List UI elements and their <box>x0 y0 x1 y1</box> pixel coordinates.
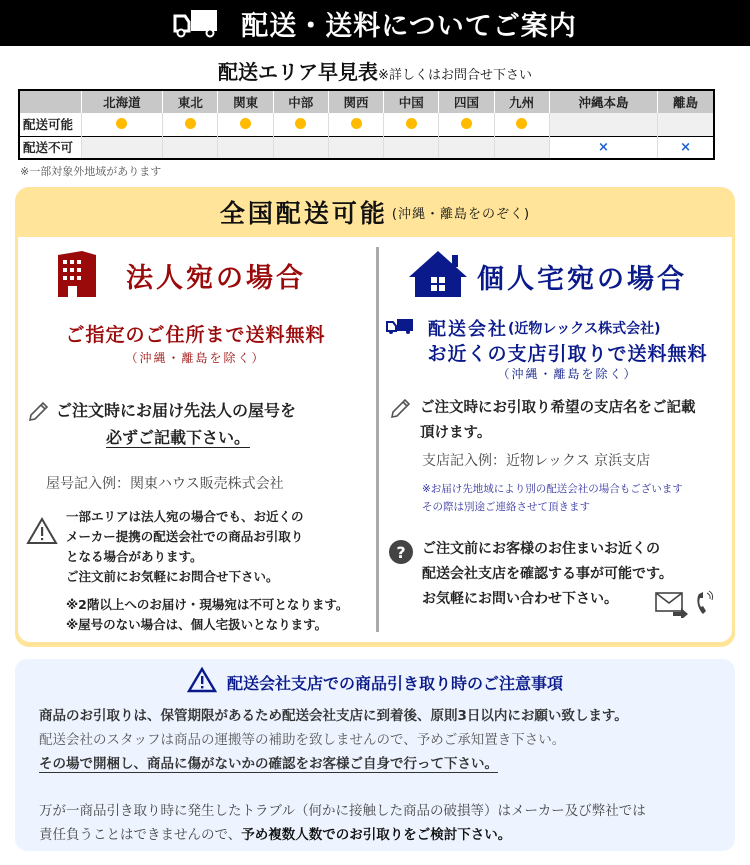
table-cell <box>549 136 657 159</box>
personal-small-note: ※お届け先地域により別の配送会社の場合もございます <box>422 483 683 495</box>
area-title-text: 配送エリア早見表 <box>218 60 379 84</box>
personal-example: 支店記入例：近物レックス 京浜支店 <box>422 453 651 469</box>
header-cell: 九州 <box>494 90 549 113</box>
table-cell <box>549 113 657 136</box>
phone-icon <box>694 590 716 622</box>
page-title: 配送・送料についてご案内 <box>241 10 577 42</box>
available-dot-icon <box>185 118 196 129</box>
personal-instruction-line2: 頂けます。 <box>420 425 492 441</box>
table-cell <box>384 113 439 136</box>
pencil-icon <box>388 397 412 425</box>
personal-question-line: 配送会社支店を確認する事が可能です。 <box>422 566 673 582</box>
house-icon <box>407 249 469 303</box>
personal-heading <box>407 249 687 303</box>
corporate-warning <box>26 507 348 635</box>
nationwide-delivery-box <box>15 187 735 647</box>
personal-instruction-line1: ご注文時にお引取り希望の支店名をご記載 <box>420 400 696 416</box>
table-cell <box>658 136 714 159</box>
building-icon <box>56 249 98 301</box>
corporate-free-shipping: ご指定のご住所まで送料無料 <box>65 324 326 346</box>
unavailable-x-icon: × <box>680 140 691 156</box>
carrier-name: (近物レックス株式会社) <box>508 321 661 337</box>
row-label: 配送不可 <box>19 136 81 159</box>
header-cell: 四国 <box>439 90 494 113</box>
table-cell <box>81 113 163 136</box>
header-cell: 関西 <box>328 90 383 113</box>
notice-line-5-bold: 予め複数人数でのお引取りをご検討下さい。 <box>241 827 512 843</box>
corporate-note: ※屋号のない場合は、個人宅扱いとなります。 <box>66 617 328 632</box>
header-cell: 沖縄本島 <box>549 90 657 113</box>
corporate-heading <box>56 249 306 301</box>
table-cell <box>384 136 439 159</box>
nationwide-title-text: 全国配送可能 <box>219 199 388 228</box>
table-cell <box>163 136 218 159</box>
personal-carrier <box>386 315 661 341</box>
area-table-title <box>0 56 750 85</box>
table-cell <box>494 136 549 159</box>
table-cell <box>658 113 714 136</box>
nationwide-title-note: (沖縄・離島をのぞく) <box>391 206 531 222</box>
available-dot-icon <box>516 118 527 129</box>
available-dot-icon <box>116 118 127 129</box>
table-cell <box>328 136 383 159</box>
personal-inquiry <box>388 537 673 612</box>
corporate-exclusion-note: （沖縄・離島を除く） <box>125 351 266 365</box>
row-label: 配送可能 <box>19 113 81 136</box>
table-cell <box>218 113 273 136</box>
corporate-warning-line: 一部エリアは法人宛の場合でも、お近くの <box>66 509 304 524</box>
mail-icon <box>655 592 689 622</box>
personal-instruction <box>388 395 696 445</box>
corporate-warning-line: となる場合があります。 <box>66 549 203 564</box>
small-truck-icon <box>386 318 414 339</box>
header-cell: 中国 <box>384 90 439 113</box>
area-title-note: ※詳しくはお問合せ下さい <box>378 68 532 83</box>
header-cell: 関東 <box>218 90 273 113</box>
notice-line-5-plain: 責任負うことはできませんので、 <box>39 827 242 843</box>
personal-question-line: ご注文前にお客様のお住まいお近くの <box>422 541 660 557</box>
header-cell: 北海道 <box>81 90 163 113</box>
available-dot-icon <box>240 118 251 129</box>
table-cell <box>328 113 383 136</box>
personal-section <box>380 237 735 642</box>
corporate-warning-line: メーカー提携の配送会社での商品お引取り <box>66 529 304 544</box>
available-dot-icon <box>406 118 417 129</box>
corporate-section <box>18 237 373 642</box>
table-cell <box>273 136 328 159</box>
personal-free-shipping: お近くの支店引取りで送料無料 <box>427 343 708 365</box>
pencil-icon <box>26 400 50 428</box>
corporate-instruction-line2: 必ずご記載下さい。 <box>106 428 251 447</box>
warning-icon <box>187 667 217 697</box>
notice-line-4: 万が一商品引き取り時に発生したトラブル（何かに接触した商品の破損等）はメーカー及び弊社では <box>39 803 646 819</box>
question-icon <box>388 539 414 569</box>
personal-small-notes <box>422 480 683 516</box>
warning-icon <box>26 517 58 549</box>
nationwide-inner-panel <box>18 237 732 642</box>
corporate-instruction-line1: ご注文時にお届け先法人の屋号を <box>56 401 297 420</box>
truck-icon <box>173 8 219 38</box>
table-cell <box>81 136 163 159</box>
notice-line-2: 配送会社のスタッフは商品の運搬等の補助を致しませんので、予めご承知置き下さい。 <box>39 732 566 748</box>
header-cell: 東北 <box>163 90 218 113</box>
area-note: ※一部対象外地域があります <box>20 165 162 178</box>
available-dot-icon <box>461 118 472 129</box>
personal-small-note: その際は別途ご連絡させて頂きます <box>422 501 590 513</box>
table-row <box>19 136 714 159</box>
header-cell: 離島 <box>658 90 714 113</box>
notice-line-5 <box>39 823 511 843</box>
table-cell <box>494 113 549 136</box>
available-dot-icon <box>351 118 362 129</box>
table-cell <box>273 113 328 136</box>
header-cell: 中部 <box>273 90 328 113</box>
table-cell <box>439 113 494 136</box>
header-cell <box>19 90 81 113</box>
delivery-area-table <box>18 89 715 160</box>
table-cell <box>218 136 273 159</box>
corporate-warning-line: ご注文前にお気軽にお問合せ下さい。 <box>66 569 279 584</box>
page-header <box>0 0 750 46</box>
personal-exclusion-note: （沖縄・離島を除く） <box>497 367 638 381</box>
table-row <box>19 113 714 136</box>
svg-text:?: ? <box>396 543 406 562</box>
notice-line-3: その場で開梱し、商品に傷がないかの確認をお客様ご自身で行って下さい。 <box>39 756 498 772</box>
notice-line-1: 商品のお引取りは、保管期限があるため配送会社支店に到着後、原則3日以内にお願い致します。 <box>39 708 628 724</box>
table-cell <box>439 136 494 159</box>
corporate-example: 屋号記入例：関東ハウス販売株式会社 <box>46 476 284 492</box>
personal-heading-text: 個人宅宛の場合 <box>477 263 687 295</box>
corporate-heading-text: 法人宛の場合 <box>126 262 306 294</box>
corporate-note: ※2階以上へのお届け・現場宛は不可となります。 <box>66 597 349 612</box>
corporate-instruction <box>26 397 296 451</box>
available-dot-icon <box>295 118 306 129</box>
personal-question-line: お気軽にお問い合わせ下さい。 <box>422 591 618 607</box>
pickup-notice-box <box>15 659 735 851</box>
table-header-row <box>19 90 714 113</box>
unavailable-x-icon: × <box>597 140 609 156</box>
notice-title <box>15 667 735 697</box>
column-divider <box>376 247 379 632</box>
table-cell <box>163 113 218 136</box>
carrier-label: 配送会社 <box>428 319 508 340</box>
notice-title-text: 配送会社支店での商品引き取り時のご注意事項 <box>226 673 563 693</box>
nationwide-title <box>15 187 735 237</box>
